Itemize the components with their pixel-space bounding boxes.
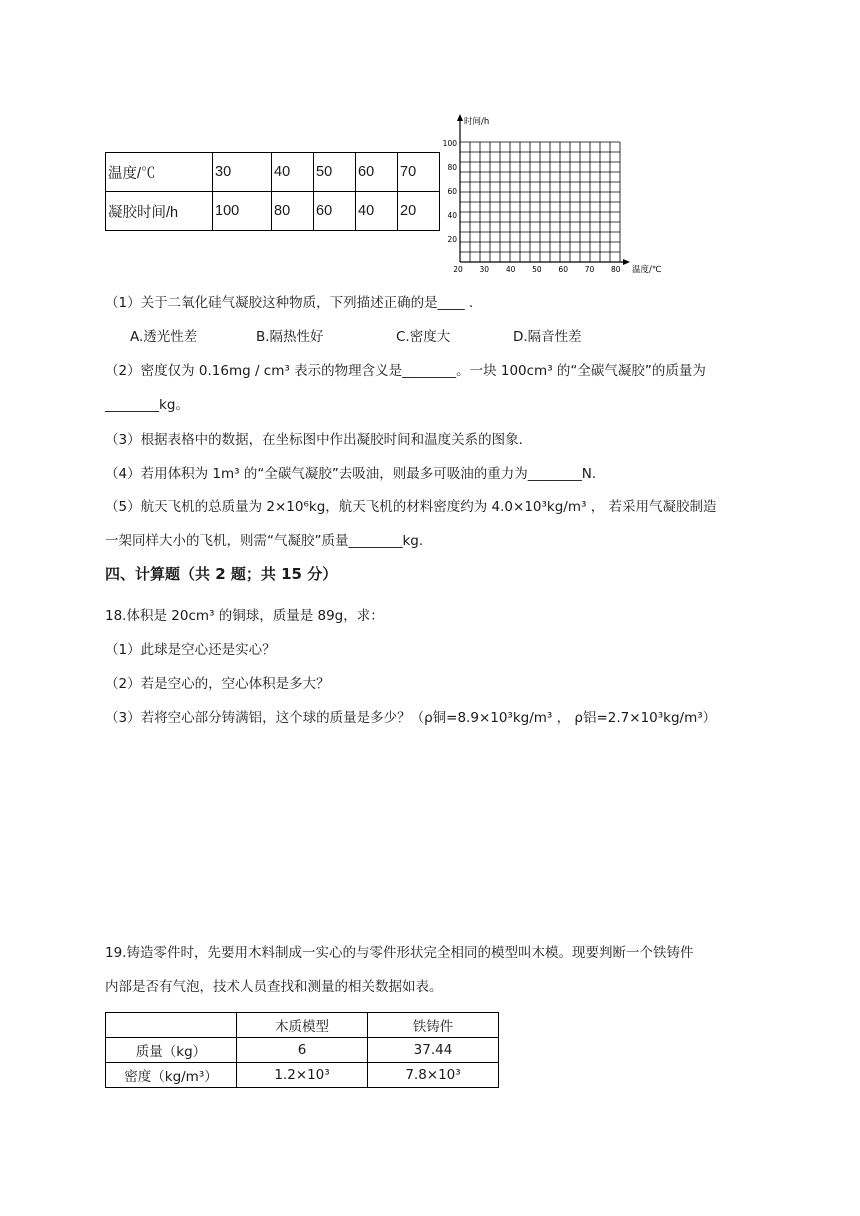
y-axis [457, 114, 463, 262]
question-17-2-line2: ________kg。 [105, 397, 189, 413]
x-tick-label: 60 [558, 265, 568, 274]
table-cell: 70 [398, 153, 440, 192]
table-row-temperature [106, 153, 440, 192]
y-tick-label: 60 [447, 187, 457, 196]
x-tick-labels [453, 265, 621, 274]
x-tick-label: 20 [453, 265, 463, 274]
y-axis-label: 时间/h [464, 117, 490, 127]
table-cell-label: 凝胶时间/h [106, 192, 213, 231]
table-cell: 40 [272, 153, 314, 192]
y-tick-label: 100 [442, 139, 457, 148]
table-cell-label: 质量（kg） [106, 1038, 237, 1063]
table-header-row [106, 1013, 499, 1038]
question-17-2-line1: （2）密度仅为 0.16mg / cm³ 表示的物理含义是________。一块 100cm³ 的“全碳气凝胶”的质量为 [105, 363, 706, 379]
y-tick-labels [443, 139, 458, 244]
table-cell: 1.2×10³ [237, 1063, 368, 1088]
table-cell: 6 [237, 1038, 368, 1063]
y-tick-label: 40 [447, 211, 457, 220]
x-tick-label: 50 [532, 265, 542, 274]
table-header-cell: 铁铸件 [368, 1013, 499, 1038]
table-cell: 37.44 [368, 1038, 499, 1063]
table-cell: 60 [314, 192, 356, 231]
question-17-3: （3）根据表格中的数据，在坐标图中作出凝胶时间和温度关系的图象. [105, 432, 523, 448]
question-18-2: （2）若是空心的，空心体积是多大？ [105, 676, 330, 692]
option-d: D.隔音性差 [513, 329, 582, 345]
x-tick-label: 40 [505, 265, 516, 274]
table-header-cell: 木质模型 [237, 1013, 368, 1038]
option-c: C.密度大 [396, 329, 451, 345]
question-17-1: （1）关于二氧化硅气凝胶这种物质，下列描述正确的是____ . [105, 295, 474, 311]
data-table-model-casting [105, 1012, 499, 1088]
table-row-density [106, 1063, 499, 1088]
table-row-time [106, 192, 440, 231]
table-cell: 100 [213, 192, 272, 231]
table-header-cell [106, 1013, 237, 1038]
section-heading-calculation: 四、计算题（共 2 题；共 15 分） [105, 565, 338, 583]
question-17-5-line1: （5）航天飞机的总质量为 2×10⁶kg，航天飞机的材料密度约为 4.0×10³kg/m³ ， 若采用气凝胶制造 [105, 499, 717, 515]
option-b: B.隔热性好 [256, 329, 324, 345]
question-17-5-line2: 一架同样大小的飞机，则需“气凝胶”质量________kg. [105, 533, 424, 549]
table-cell-label: 温度/℃ [106, 153, 213, 192]
table-cell-label: 密度（kg/m³） [106, 1063, 237, 1088]
y-tick-label: 80 [447, 163, 457, 172]
table-cell: 7.8×10³ [368, 1063, 499, 1088]
grid-lines [460, 142, 620, 262]
table-cell: 30 [213, 153, 272, 192]
y-tick-label: 20 [447, 235, 457, 244]
x-axis-label: 温度/℃ [632, 265, 662, 275]
table-cell: 50 [314, 153, 356, 192]
question-17-4: （4）若用体积为 1m³ 的“全碳气凝胶”去吸油，则最多可吸油的重力为________N. [105, 466, 597, 482]
question-18-intro: 18.体积是 20cm³ 的铜球，质量是 89g，求： [105, 608, 384, 624]
option-a: A.透光性差 [130, 329, 198, 345]
x-tick-label: 30 [479, 265, 490, 274]
question-19-line2: 内部是否有气泡，技术人员查找和测量的相关数据如表。 [105, 979, 443, 995]
question-18-1: （1）此球是空心还是实心？ [105, 642, 276, 658]
x-tick-label: 80 [611, 265, 621, 274]
question-18-3: （3）若将空心部分铸满铝，这个球的质量是多少？（ρ铜=8.9×10³kg/m³ ， ρ铝=2.7×10³kg/m³） [105, 710, 717, 726]
x-tick-label: 70 [584, 265, 595, 274]
table-cell: 80 [272, 192, 314, 231]
table-cell: 20 [398, 192, 440, 231]
question-19-line1: 19.铸造零件时，先要用木料制成一实心的与零件形状完全相同的模型叫木模。现要判断一个铁铸件 [105, 945, 694, 961]
table-row-mass [106, 1038, 499, 1063]
data-table-temperature-time [105, 152, 440, 231]
blank-coordinate-grid[interactable] [440, 110, 670, 280]
table-cell: 40 [356, 192, 398, 231]
table-cell: 60 [356, 153, 398, 192]
